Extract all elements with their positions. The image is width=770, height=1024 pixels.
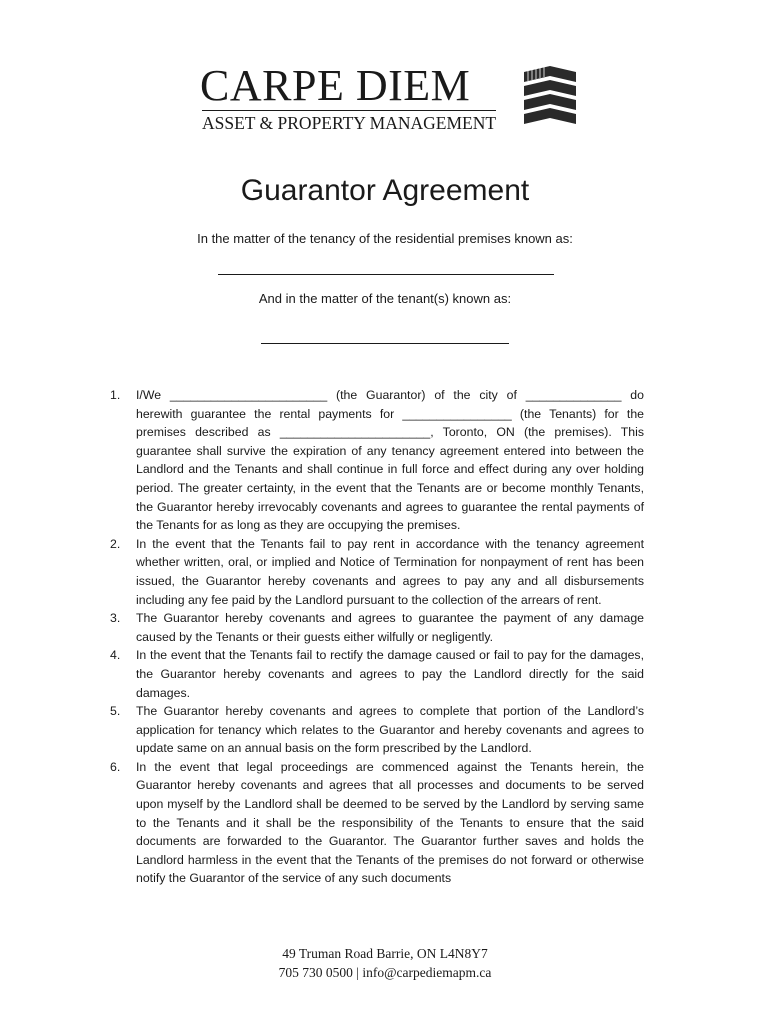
clause-number: 2. (110, 536, 121, 551)
clause-list (110, 386, 644, 888)
clause-number: 4. (110, 648, 121, 663)
clause-number: 1. (110, 388, 121, 402)
clause-text: In the event that legal proceedings are commenced against the Tenants herein, the Guarantor hereby covenants and agrees that all processes and documents to be served upon myself by the Landlord shall be deemed to be served by the Landlord by serving same to the Tenants and it shall be the responsibility of the Tenants to ensure that the said documents are forwarded to the Guarantor. The Guarantor further saves and holds the Landlord harmless in the event that the Tenants of the premises do not forward or otherwise notify the Guarantor of the service of any such documents (136, 759, 644, 886)
clause-item (110, 609, 644, 646)
document-title: Guarantor Agreement (240, 174, 530, 207)
clause-text: The Guarantor hereby covenants and agrees to guarantee the payment of any damage caused by the Tenants or their guests either wilfully or negligently. (136, 611, 644, 644)
clause-item (110, 386, 644, 535)
footer-address: 49 Truman Road Barrie, ON L4N8Y7 (282, 946, 488, 961)
clause-item (110, 646, 644, 702)
premises-blank-line (218, 274, 554, 275)
clause-item (110, 758, 644, 888)
stacked-chevron-logo-icon (520, 66, 580, 134)
tenants-prompt: And in the matter of the tenant(s) known as: (258, 291, 512, 306)
clause-number: 6. (110, 759, 121, 774)
clause-number: 3. (110, 611, 121, 626)
clause-text: In the event that the Tenants fail to pay rent in accordance with the tenancy agreement whether written, oral, or implied and Notice of Termination for nonpayment of rent has been issued, the Guarantor hereby covenants and agrees to pay any and all disbursements including any fee paid by the Landlord pursuant to the collection of the arrears of rent. (136, 536, 644, 607)
clause-item (110, 702, 644, 758)
company-subtitle: ASSET & PROPERTY MANAGEMENT (202, 110, 496, 134)
company-name: CARPE DIEM (200, 61, 471, 110)
tenants-blank-line (261, 343, 509, 344)
footer-contact: 705 730 0500 | info@carpediemapm.ca (278, 965, 492, 980)
clause-text: In the event that the Tenants fail to rectify the damage caused or fail to pay for the damages, the Guarantor hereby covenants and agrees to pay the Landlord directly for the said damages. (136, 648, 644, 700)
clause-number: 5. (110, 704, 121, 719)
letterhead (200, 62, 590, 136)
premises-prompt: In the matter of the tenancy of the residential premises known as: (197, 231, 573, 246)
clause-text: I/We _______________________ (the Guarantor) of the city of ______________ do herewith guarantee the rental payments for ________________ (the Tenants) for the premises described as ______________________, Toronto, ON (the premises). This guarantee shall survive the expiration of any tenancy agreement entered into between the Landlord and the Tenants and shall continue in full force and effect during any over holding period. The greater certainty, in the event that the Tenants are or become monthly Tenants, the Guarantor hereby irrevocably covenants and agrees to guarantee the rental payments of the Tenants for as long as they are occupying the premises. (136, 388, 644, 533)
clause-text: The Guarantor hereby covenants and agrees to complete that portion of the Landlord’s application for tenancy which relates to the Guarantor and hereby covenants and agrees to update same on an annual basis on the form prescribed by the Landlord. (136, 704, 644, 756)
clause-item (110, 535, 644, 609)
footer (0, 944, 770, 982)
